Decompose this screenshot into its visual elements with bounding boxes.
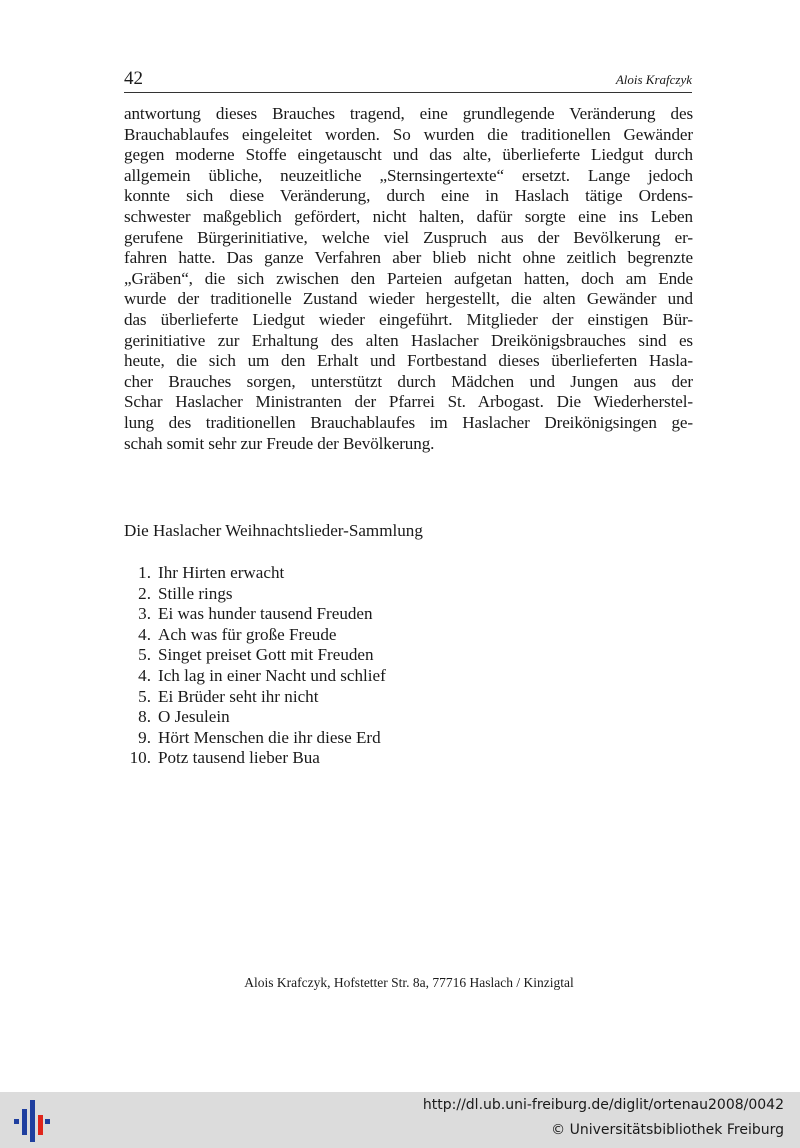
- list-item: [124, 666, 386, 687]
- body-line: gegen moderne Stoffe eingetauscht und das alte, überlieferte Liedgut durch: [124, 145, 693, 165]
- list-item-number: 2.: [138, 583, 151, 603]
- list-item-number: 4.: [138, 624, 151, 644]
- body-line: heute, die sich um den Erhalt und Fortbestand dieses überlieferten Hasla-: [124, 351, 693, 371]
- list-item-number: 1.: [138, 563, 151, 582]
- list-item-title: Ich lag in einer Nacht und schlief: [158, 665, 386, 685]
- list-item-title: Singet preiset Gott mit Freuden: [158, 645, 374, 665]
- body-line: fahren hatte. Das ganze Verfahren aber blieb nicht ohne zeitlich begrenzte: [124, 248, 693, 268]
- list-item: [124, 687, 386, 708]
- footer-bar: [0, 1092, 800, 1148]
- footer-copyright: © Universitätsbibliothek Freiburg: [551, 1122, 784, 1138]
- list-item-title: Hört Menschen die ihr diese Erd: [158, 727, 381, 747]
- list-item: [124, 625, 386, 646]
- body-line: cher Brauches sorgen, unterstützt durch Mädchen und Jungen aus der: [124, 371, 693, 391]
- body-line: gerinitiative zur Erhaltung des alten Haslacher Dreikönigsbrauches sind es: [124, 330, 693, 350]
- author-address: Alois Krafczyk, Hofstetter Str. 8a, 77716 Haslach / Kinzigtal: [244, 975, 574, 990]
- body-line: wurde der traditionelle Zustand wieder hergestellt, die alten Gewänder und: [124, 289, 693, 309]
- running-head: Alois Krafczyk: [615, 72, 692, 87]
- ub-freiburg-logo-icon[interactable]: [14, 1100, 50, 1142]
- list-item-number: 4.: [138, 665, 151, 685]
- list-item-number: 5.: [138, 645, 151, 665]
- list-item: [124, 645, 386, 666]
- body-line: Schar Haslacher Ministranten der Pfarrei St. Arbogast. Die Wiederherstel-: [124, 392, 693, 412]
- body-line: schwester maßgeblich gefördert, nicht halten, dafür sorgte eine ins Leben: [124, 206, 693, 226]
- body-line: das überlieferte Liedgut wieder eingeführt. Mitglieder der einstigen Bür-: [124, 309, 693, 329]
- list-item-title: Ei Brüder seht ihr nicht: [158, 686, 319, 706]
- body-line: gerufene Bürgerinitiative, welche viel Zuspruch aus der Bevölkerung er-: [124, 227, 693, 247]
- list-item: [124, 707, 386, 728]
- page-number: 42: [124, 68, 143, 89]
- list-item-number: 5.: [138, 686, 151, 706]
- body-line: allgemein übliche, neuzeitliche „Sternsingertexte“ ersetzt. Lange jedoch: [124, 165, 693, 185]
- list-item-title: O Jesulein: [158, 707, 230, 727]
- list-item-title: Ei was hunder tausend Freuden: [158, 604, 373, 624]
- list-item-number: 9.: [138, 727, 151, 747]
- song-list: [124, 563, 386, 769]
- list-item-title: Potz tausend lieber Bua: [158, 748, 320, 768]
- list-item-title: Ihr Hirten erwacht: [158, 563, 285, 582]
- body-line: „Gräben“, die sich zwischen den Parteien aufgetan hatten, doch am Ende: [124, 268, 693, 288]
- header-rule: [124, 92, 692, 93]
- list-item-number: 3.: [138, 604, 151, 624]
- body-line: schah somit sehr zur Freude der Bevölkerung.: [124, 433, 435, 453]
- body-line: Brauchablaufes eingeleitet worden. So wurden die traditionellen Gewänder: [124, 124, 693, 144]
- body-line: lung des traditionellen Brauchablaufes im Haslacher Dreikönigsingen ge-: [124, 412, 693, 432]
- list-item: [124, 584, 386, 605]
- section-title: Die Haslacher Weihnachtslieder-Sammlung: [124, 521, 423, 540]
- body-paragraph: [124, 104, 693, 454]
- list-item-title: Stille rings: [158, 583, 233, 603]
- body-line: antwortung dieses Brauches tragend, eine grundlegende Veränderung des: [124, 104, 693, 123]
- body-line: konnte sich diese Veränderung, durch eine in Haslach tätige Ordens-: [124, 186, 693, 206]
- list-item-title: Ach was für große Freude: [158, 624, 337, 644]
- list-item-number: 10.: [129, 748, 151, 768]
- list-item-number: 8.: [138, 707, 151, 727]
- list-item: [124, 604, 386, 625]
- list-item: [124, 748, 386, 769]
- footer-url-link[interactable]: http://dl.ub.uni-freiburg.de/diglit/ortenau2008/0042: [422, 1097, 784, 1113]
- list-item: [124, 563, 386, 584]
- list-item: [124, 728, 386, 749]
